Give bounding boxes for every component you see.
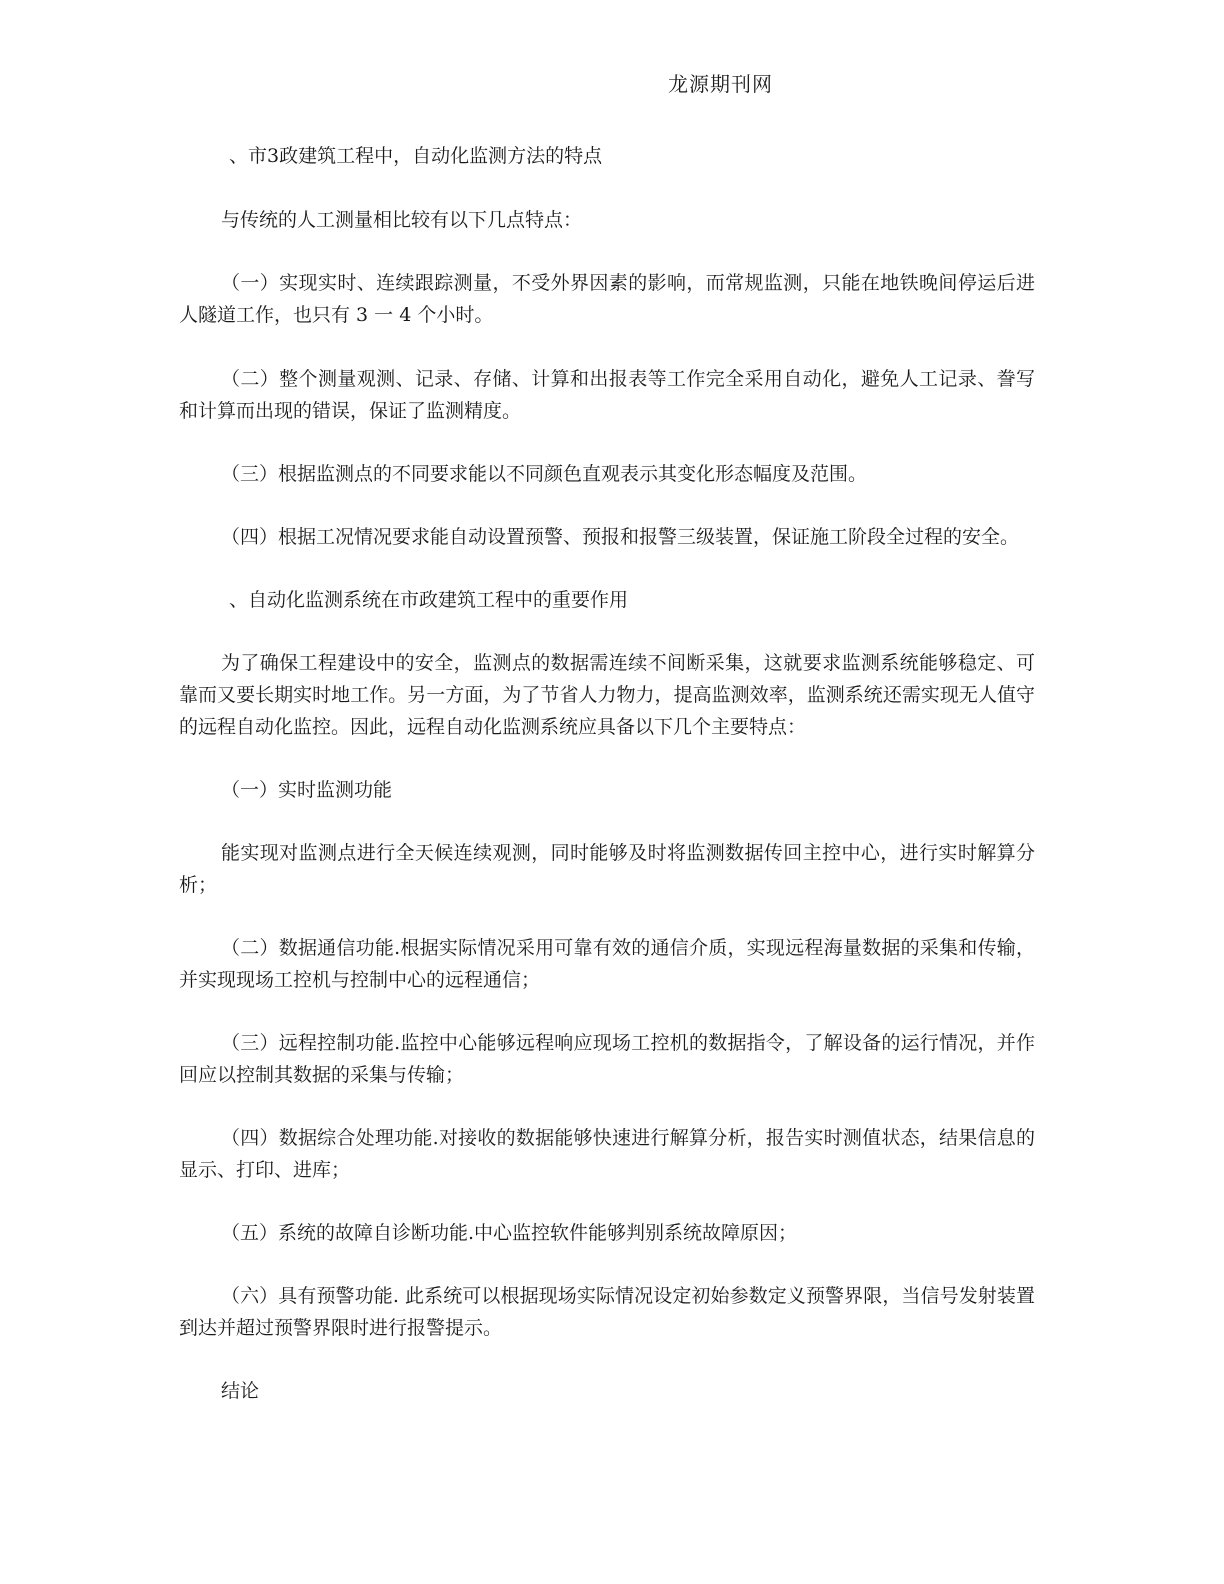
paragraph-feature-2: （二）整个测量观测、记录、存储、计算和出报表等工作完全采用自动化，避免人工记录、誊写和计算而出现的错误，保证了监测精度。: [179, 368, 1035, 422]
paragraph-fault-diagnosis: （五）系统的故障自诊断功能.中心监控软件能够判别系统故障原因；: [221, 1222, 798, 1244]
paragraph-feature-4: （四）根据工况情况要求能自动设置预警、预报和报警三级装置，保证施工阶段全过程的安全。: [221, 526, 1020, 548]
paragraph-early-warning: （六）具有预警功能. 此系统可以根据现场实际情况设定初始参数定义预警界限，当信号发射装置到达并超过预警界限时进行报警提示。: [179, 1285, 1035, 1339]
paragraph-realtime-detail: 能实现对监测点进行全天候连续观测，同时能够及时将监测数据传回主控中心，进行实时解算分析；: [179, 842, 1035, 896]
paragraph-intro-features: 与传统的人工测量相比较有以下几点特点：: [221, 209, 583, 231]
paragraph-remote-control: （三）远程控制功能.监控中心能够远程响应现场工控机的数据指令，了解设备的运行情况，并作回应以控制其数据的采集与传输；: [179, 1032, 1035, 1086]
paragraph-system-requirements: 为了确保工程建设中的安全，监测点的数据需连续不间断采集，这就要求监测系统能够稳定、可靠而又要长期实时地工作。另一方面，为了节省人力物力，提高监测效率，监测系统还需实现无人值守的远程自动化监控。因此，远程自动化监测系统应具备以下几个主要特点：: [179, 652, 1035, 738]
paragraph-realtime-monitoring: （一）实时监测功能: [221, 779, 393, 801]
section-heading-system-role: 、自动化监测系统在市政建筑工程中的重要作用: [229, 589, 629, 611]
paragraph-data-communication: （二）数据通信功能.根据实际情况采用可靠有效的通信介质，实现远程海量数据的采集和传输，并实现现场工控机与控制中心的远程通信；: [179, 937, 1035, 991]
section-heading-automation-features: 、市3政建筑工程中，自动化监测方法的特点: [229, 145, 603, 167]
journal-site-title: 龙源期刊网: [668, 72, 773, 96]
paragraph-conclusion-heading: 结论: [221, 1380, 260, 1402]
paragraph-feature-3: （三）根据监测点的不同要求能以不同颜色直观表示其变化形态幅度及范围。: [221, 463, 868, 485]
paragraph-data-processing: （四）数据综合处理功能.对接收的数据能够快速进行解算分析，报告实时测值状态，结果信息的显示、打印、进库；: [179, 1127, 1035, 1181]
paragraph-feature-1: （一）实现实时、连续跟踪测量，不受外界因素的影响，而常规监测，只能在地铁晚间停运后进人隧道工作，也只有 3 一 4 个小时。: [179, 272, 1035, 326]
document-body: [179, 140, 1035, 1407]
